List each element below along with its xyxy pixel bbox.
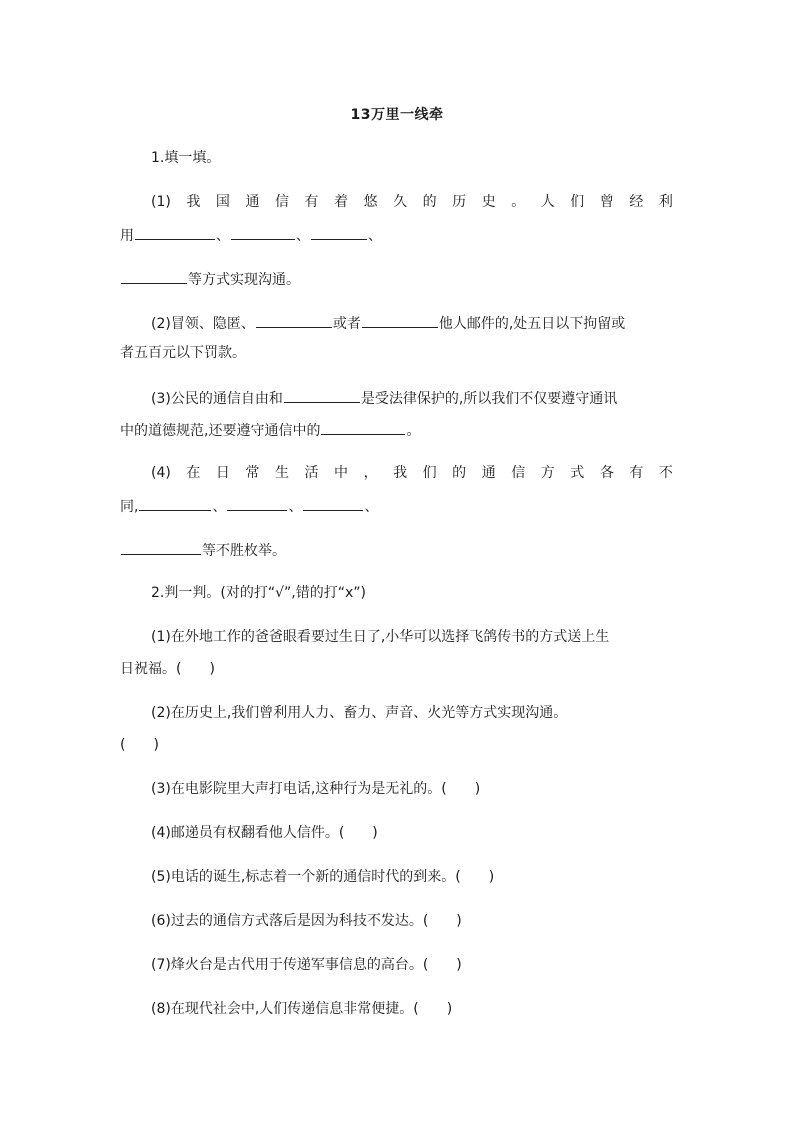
q1-item2-text-b: 或者 [332,316,361,332]
q1-item4-char-8: 我 [393,465,408,481]
q1-item1-char-3: 通 [245,194,260,210]
q1-item4-suffix: 等不胜枚举。 [202,543,286,559]
q1-item1-line3 [120,268,300,290]
q1-item4-char-11: 通 [481,465,496,481]
q2-item2-line2[interactable]: ( ) [120,737,159,753]
q1-item4-char-1: 在 [186,465,201,481]
q1-item4-line2 [120,495,378,517]
q1-item4-prefix: 同, [120,499,139,515]
q1-item4-char-12: 信 [511,465,526,481]
q2-item8[interactable]: (8)在现代社会中,人们传递信息非常便捷。( ) [151,1001,453,1017]
q1-item4-line3 [120,539,286,561]
separator: 、 [288,499,303,515]
q1-item2-blank-2[interactable] [362,312,438,328]
q1-item1-prefix: 用 [120,228,134,244]
q1-item4-blank-4[interactable] [121,539,201,555]
q1-item1-char-9: 的 [422,194,437,210]
q1-item4-char-6: 中 [334,465,349,481]
q1-item1-line1 [151,192,673,212]
q2-item7[interactable]: (7)烽火台是古代用于传递军事信息的高台。( ) [151,957,462,973]
separator: 、 [368,228,382,244]
q1-item4-blank-1[interactable] [139,495,211,511]
q1-item1-char-15: 曾 [599,194,614,210]
q1-item1-suffix: 等方式实现沟通。 [188,272,300,288]
page-title: 13万里一线牵 [350,107,444,123]
q2-item1-line1: (1)在外地工作的爸爸眼看要过生日了,小华可以选择飞鸽传书的方式送上生 [151,629,610,645]
q1-item1-char-10: 历 [452,194,467,210]
q1-item1-char-7: 悠 [363,194,378,210]
q1-item4-char-14: 式 [570,465,585,481]
q1-item1-char-2: 国 [215,194,230,210]
q2-item4[interactable]: (4)邮递员有权翻看他人信件。( ) [151,825,378,841]
separator: 、 [296,228,310,244]
q1-item4-line1 [151,463,673,483]
q1-item4-char-5: 活 [304,465,319,481]
q1-item4-char-16: 有 [629,465,644,481]
q1-item3-line1 [151,387,617,409]
q1-item3-text-c: 中的道德规范,还要遵守通信中的 [120,423,321,439]
q1-item1-blank-3[interactable] [311,224,367,240]
q1-item1-blank-1[interactable] [135,224,215,240]
q2-item5[interactable]: (5)电话的诞生,标志着一个新的通信时代的到来。( ) [151,869,495,885]
q1-item4-char-9: 们 [422,465,437,481]
q1-item2-blank-1[interactable] [256,312,332,328]
q1-item1-blank-4[interactable] [121,268,187,284]
q1-item1-char-0: (1) [151,194,171,210]
q1-item3-text-d: 。 [406,423,421,439]
q1-item1-char-6: 着 [334,194,349,210]
q1-item3-line2 [120,419,420,441]
q1-item2-text-c: 他人邮件的,处五日以下拘留或 [438,316,626,332]
q1-item1-char-17: 利 [658,194,673,210]
q1-heading: 1.填一填。 [151,150,221,166]
q1-item4-char-2: 日 [215,465,230,481]
q1-item3-blank-2[interactable] [321,419,405,435]
q1-item2-line2: 者五百元以下罚款。 [120,345,246,361]
q1-item2-text-a: (2)冒领、隐匿、 [151,316,255,332]
q2-item1-line2[interactable]: 日祝福。( ) [120,661,215,677]
q2-item6[interactable]: (6)过去的通信方式落后是因为科技不发达。( ) [151,913,462,929]
q1-item2-line1 [151,312,625,334]
q1-item3-text-b: 是受法律保护的,所以我们不仅要遵守通讯 [360,391,618,407]
q1-item1-char-13: 人 [540,194,555,210]
q1-item1-char-4: 信 [274,194,289,210]
q1-item1-char-1: 我 [186,194,201,210]
q2-heading: 2.判一判。(对的打“√”,错的打“x”) [151,585,366,601]
q1-item4-char-3: 常 [245,465,260,481]
q1-item4-char-0: (4) [151,465,171,481]
q1-item4-blank-2[interactable] [227,495,287,511]
q1-item1-char-5: 有 [304,194,319,210]
q1-item1-line2 [120,224,382,246]
q1-item1-char-11: 史 [481,194,496,210]
q1-item1-char-14: 们 [570,194,585,210]
q1-item3-text-a: (3)公民的通信自由和 [151,391,283,407]
q2-item3[interactable]: (3)在电影院里大声打电话,这种行为是无礼的。( ) [151,781,481,797]
separator: 、 [364,499,379,515]
separator: 、 [216,228,230,244]
q1-item4-blank-3[interactable] [303,495,363,511]
q1-item4-char-15: 各 [599,465,614,481]
q1-item4-char-10: 的 [452,465,467,481]
separator: 、 [212,499,227,515]
q1-item4-char-7: ， [363,465,378,481]
q1-item4-char-4: 生 [274,465,289,481]
q1-item4-char-13: 方 [540,465,555,481]
q1-item1-blank-2[interactable] [231,224,295,240]
q1-item3-blank-1[interactable] [284,387,360,403]
q1-item4-char-17: 不 [658,465,673,481]
q1-item1-char-8: 久 [393,194,408,210]
q2-item2-line1: (2)在历史上,我们曾利用人力、畜力、声音、火光等方式实现沟通。 [151,705,568,721]
q1-item1-char-12: 。 [511,194,526,210]
q1-item1-char-16: 经 [629,194,644,210]
